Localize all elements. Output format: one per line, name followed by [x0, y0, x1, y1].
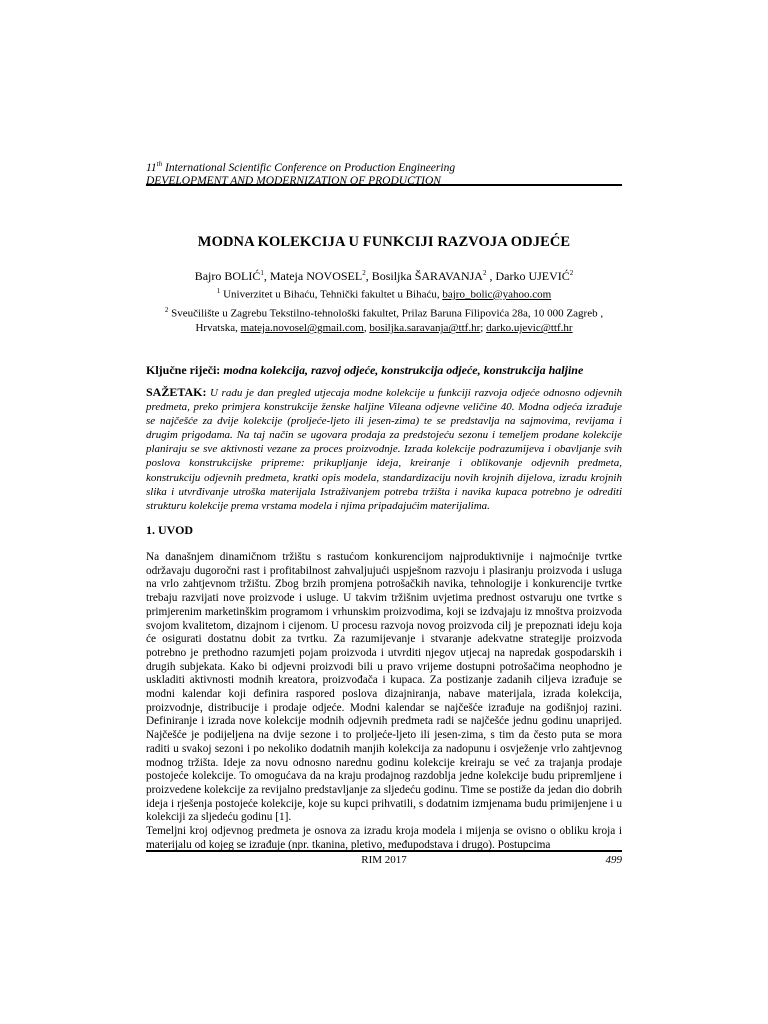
body-text: [146, 551, 622, 852]
paragraph: Temeljni kroj odjevnog predmeta je osnova za izradu kroja modela i mijenja se ovisno o obliku kroja i materijalu od kojeg se izrađuje (npr. tkanina, pletivo, međupodstava i drugo). Postupcima: [146, 825, 622, 851]
affiliation-text: Sveučilište u Zagrebu Tekstilno-tehnološki fakultet, Prilaz Baruna Filipovića 28a, 10 000 Zagreb ,: [168, 307, 604, 320]
conference-number: 11: [146, 161, 157, 174]
author-affiliation-mark: 2: [362, 269, 366, 277]
affiliation-1: [146, 284, 622, 303]
footer-conference: RIM 2017: [361, 854, 407, 866]
affiliation-text: Univerzitet u Bihaću, Tehnički fakultet u Bihaću,: [220, 288, 443, 301]
email-separator: ;: [480, 322, 487, 335]
affiliation-mark: 2: [164, 305, 169, 314]
email-separator: ,: [363, 322, 370, 335]
keywords-text: modna kolekcija, razvoj odjeće, konstrukcija odjeće, konstrukcija haljine: [220, 363, 584, 377]
abstract-text: U radu je dan pregled utjecaja modne kolekcije u funkciji razvoja odjeće odnosno odjevnih predmeta, preko primjera konstrukcije ženske haljine Vileana odjevne veličine 40. Modna odjeća izrađuje se najčešće za dvije kolekcije (proljeće-ljeto ili jesen-zima) te se predstavlja na sajmovima, revijama i drugim prigodama. Na taj način se ugovara prodaja za predstojeću sezonu i temeljem prodane kolekcije planiraju se sve aktivnosti vezane za proces proizvodnje. Izrada kolekcije podrazumijeva i obavljanje svih poslova konstrukcijske pripreme: prikupljanje ideja, kreiranje i oblikovanje odjevnih predmeta, konstrukciju odjevnih predmeta, kratki opis modela, standardizaciju novih krojnih dijelova, izradu krojnih slika i utvrđivanje utroška materijala Istraživanjem potreba tržišta i navika kupaca potrebno je odrediti strukturu kolekcije prema vrstama modela i njima pripadajućim materijalima.: [146, 387, 622, 512]
conference-name: [146, 158, 616, 175]
abstract: [146, 385, 622, 513]
section-heading: 1. UVOD: [146, 523, 194, 537]
author-list: [146, 266, 622, 284]
author-affiliation-mark: 1: [260, 269, 264, 277]
page-number: 499: [605, 854, 622, 866]
author-name: Bosiljka ŠARAVANJA: [371, 269, 483, 283]
conference-subtitle: DEVELOPMENT AND MODERNIZATION OF PRODUCTION: [146, 174, 441, 187]
keywords: [146, 363, 622, 378]
author-name: Bajro BOLIĆ: [194, 269, 261, 283]
paper-title: MODNA KOLEKCIJA U FUNKCIJI RAZVOJA ODJEĆE: [197, 234, 571, 250]
author-affiliation-mark: 2: [482, 269, 487, 277]
author-name: Darko UJEVIĆ: [495, 269, 570, 283]
email-link[interactable]: mateja.novosel@gmail.com: [240, 322, 364, 335]
author-separator: ,: [263, 269, 270, 283]
email-link[interactable]: bosiljka.saravanja@ttf.hr: [369, 322, 481, 335]
paragraph: Na današnjem dinamičnom tržištu s rastućom konkurencijom najproduktivnije i najmoćnije tvrtke održavaju dugoročni rast i profitabilnost zahvaljujući uspješnom razvoju i plasiranju proizvoda i usluga na vrlo zahtjevnom tržištu. Zbog brzih promjena potrošačkih navika, tehnologije i konkurencije tvrtke trebaju razvijati nove proizvode i usluge. U takvim tržišnim uvjetima prednost ostvaruju one tvrtke s primjerenim marketinškim programom i vrhunskim proizvodima, koji se izdvajaju iz mnoštva proizvoda svojom kvalitetom, dizajnom i cijenom. U procesu razvoja novog proizvoda cilj je prepoznati ideju koja će osigurati dostatnu dobit za tvrtku. Za razumijevanje i stvaranje adekvatne strategije proizvoda potrebno je prethodno razumjeti pojam proizvoda i utvrditi njegov utjecaj na napredak gospodarskih i drugih subjekata. Kako bi odjevni proizvodi bili u pravo vrijeme dostupni potrošačima neophodno je uskladiti aktivnosti modnih kreatora, proizvođača i kupaca. Za postizanje zadanih ciljeva izrađuje se modni kalendar koji definira raspored poslova dizajniranja, nabave materijala, izrada kolekcija, proizvodnje, distribucije i prodaje odjeće. Modni kalendar se najčešće izrađuje na godišnjoj razini. Definiranje i izrada nove kolekcije modnih odjevnih predmeta radi se najčešće jednu godinu unaprijed. Najčešće je podijeljena na dvije sezone i to proljeće-ljeto ili jesen-zima, s tim da često puta se mora raditi u svakoj sezoni i po nekoliko dodatnih manjih kolekcija za nadopunu i osvježenje vrlo zahtjevnog modnog tržišta. Ideje za novu odnosno narednu godinu kolekcije kreiraju se već za trajanja prodaje postojeće kolekcije. To omogućava da na kraju prodajnog razdoblja jedne kolekcije budu pripremljene i proizvedene kolekcije za revijalno predstavljanje za sljedeću godinu. Time se postiže da jedan dio dobrih ideja i rješenja postojeće kolekcije, koje su kupci prihvatili, s dodatnim izmjenama budu primijenjene i u kolekciji za sljedeću godinu [1].: [146, 551, 622, 824]
keywords-label: Ključne riječi:: [146, 363, 221, 377]
affiliation-mark: 1: [216, 287, 221, 295]
footer-divider: [146, 850, 622, 852]
conference-number-suffix: th: [156, 160, 163, 168]
affiliation-2: [146, 303, 622, 322]
email-link[interactable]: bajro_bolic@yahoo.com: [442, 288, 552, 301]
abstract-label: SAŽETAK:: [146, 385, 207, 399]
email-link[interactable]: darko.ujevic@ttf.hr: [486, 322, 573, 335]
author-name: Mateja NOVOSEL: [269, 269, 363, 283]
affiliation-country: Hrvatska,: [195, 322, 241, 335]
author-separator: ,: [486, 269, 496, 283]
conference-title: International Scientific Conference on Production Engineering: [162, 161, 456, 174]
affiliation-2-emails: [146, 321, 622, 336]
author-block: [146, 266, 622, 336]
author-affiliation-mark: 2: [569, 269, 574, 277]
header-divider: [146, 184, 622, 186]
author-separator: ,: [365, 269, 372, 283]
